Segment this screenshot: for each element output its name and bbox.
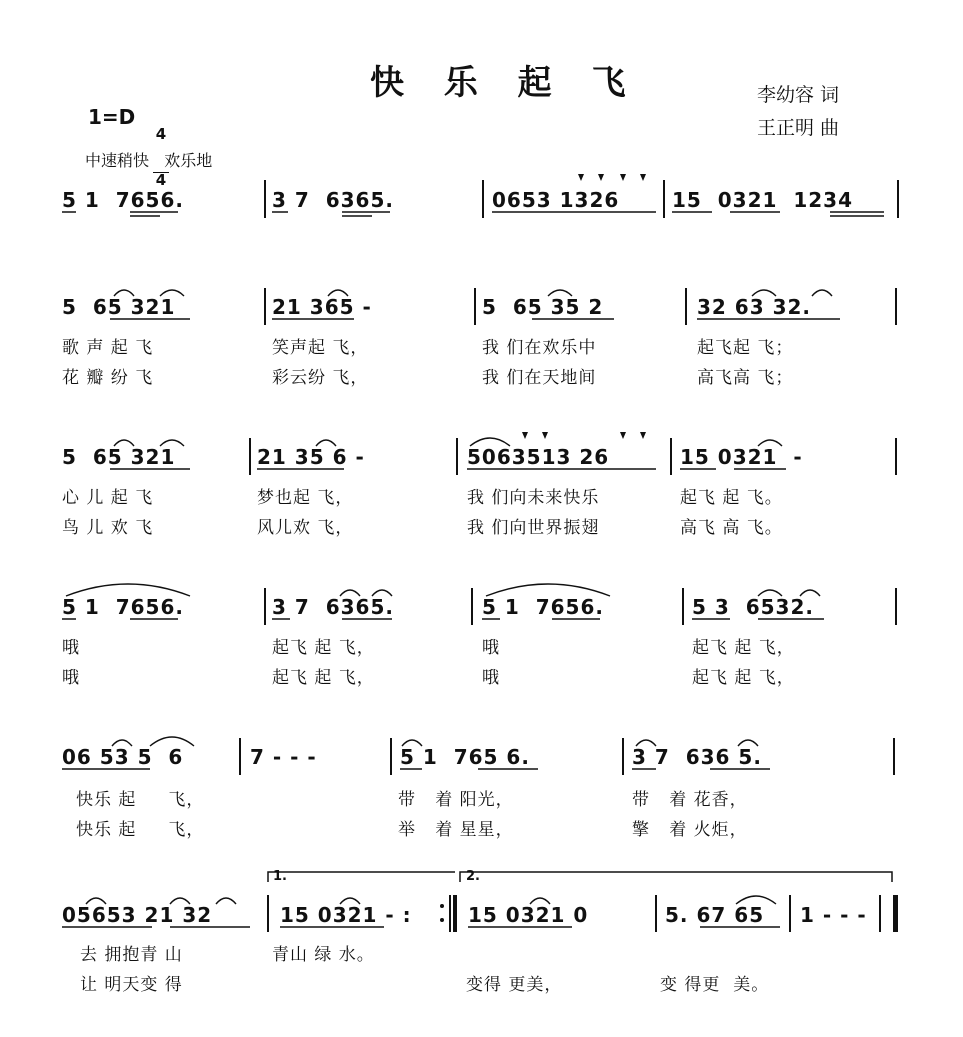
slur <box>340 590 360 596</box>
system-6-measure-1: 05653 21 32 <box>62 903 213 927</box>
system-6-measure-5: 1 - - - <box>800 903 867 927</box>
first-ending-label: 1. <box>273 869 287 884</box>
song-title: 快 乐 起 飞 <box>370 63 640 103</box>
slur <box>636 740 656 746</box>
system-5-measure-1: 06 53 5 6 <box>62 745 184 769</box>
system-5-lyric-1-b: 带 着 阳光， <box>398 790 514 810</box>
slur <box>470 438 510 446</box>
system-4-lyric-2-c: 哦 <box>482 668 500 688</box>
repeat-dot <box>440 904 444 908</box>
system-3-lyric-2-d: 高飞 高 飞。 <box>680 518 783 538</box>
system-2-lyric-1-b: 笑声起 飞， <box>272 338 369 358</box>
system-6-lyric-1-a: 去 拥抱青 山 <box>80 945 183 965</box>
system-3-lyric-1-c: 我 们向未来快乐 <box>467 488 600 508</box>
system-3-measure-2: 21 35 6 - <box>257 445 365 469</box>
system-3-lyric-2-c: 我 们向世界振翅 <box>467 518 600 538</box>
system-4-lyric-1-b: 起飞 起 飞， <box>272 638 375 658</box>
system-5-lyric-1-a: 快乐 起 飞， <box>76 790 205 810</box>
slur <box>752 290 776 296</box>
system-3-lyric-1-b: 梦也起 飞， <box>257 488 354 508</box>
system-6-measure-4: 5. 67 65 <box>665 903 765 927</box>
repeat-dot <box>440 918 444 922</box>
system-4-lyric-2-b: 起飞 起 飞， <box>272 668 375 688</box>
system-5-measure-4: 3 7 636 5. <box>632 745 762 769</box>
system-3-measure-1: 5 65 321 <box>62 445 176 469</box>
time-sig-denominator: 4 <box>153 172 169 188</box>
system-2-lyric-1-c: 我 们在欢乐中 <box>482 338 597 358</box>
system-3-lyric-2-b: 风儿欢 飞， <box>257 518 354 538</box>
system-4-measure-3: 5 1 7656. <box>482 595 604 619</box>
system-6-lyric-2-c: 变 得更 美。 <box>660 975 770 995</box>
slur <box>340 898 360 904</box>
slur <box>112 740 132 746</box>
slur <box>812 290 832 296</box>
tempo-marking: 中速稍快 欢乐地 <box>85 151 213 170</box>
slur <box>548 290 572 296</box>
key-signature: 1=D <box>88 105 136 129</box>
system-2-measure-2: 21 365 - <box>272 295 372 319</box>
first-ending-bracket <box>268 872 455 882</box>
system-2-lyric-2-d: 高飞高 飞； <box>697 368 794 388</box>
system-5-lyric-2-c: 擎 着 火炬， <box>632 820 748 840</box>
composer-credit: 王正明 曲 <box>757 117 840 139</box>
slur <box>738 740 758 746</box>
system-1-measure-4: 15 0321 1234 <box>672 188 854 212</box>
slur <box>160 290 184 296</box>
accent-mark <box>542 432 548 439</box>
system-2-lyric-2-c: 我 们在天地间 <box>482 368 597 388</box>
final-barline-thick <box>893 895 898 932</box>
system-1-measure-1: 5 1 7656. <box>62 188 184 212</box>
second-ending-bracket <box>460 872 892 882</box>
accent-mark <box>598 174 604 181</box>
system-3-lyric-1-d: 起飞 起 飞。 <box>680 488 783 508</box>
system-4-lyric-1-c: 哦 <box>482 638 500 658</box>
system-3-lyric-1-a: 心 儿 起 飞 <box>62 488 154 508</box>
slur <box>150 737 194 746</box>
system-5-lyric-2-b: 举 着 星星， <box>398 820 514 840</box>
system-2-lyric-2-a: 花 瓣 纷 飞 <box>62 368 154 388</box>
slur <box>114 440 134 446</box>
system-6-lyric-2-a: 让 明天变 得 <box>80 975 183 995</box>
slur <box>160 440 184 446</box>
accent-mark <box>620 432 626 439</box>
system-3-measure-4: 15 0321 - <box>680 445 803 469</box>
slur <box>66 584 190 596</box>
system-5-lyric-2-a: 快乐 起 飞， <box>76 820 205 840</box>
system-4-lyric-1-a: 哦 <box>62 638 80 658</box>
slur <box>486 584 610 596</box>
system-6-measure-2: 15 0321 - : <box>280 903 412 927</box>
system-4-measure-1: 5 1 7656. <box>62 595 184 619</box>
time-sig-numerator: 4 <box>155 125 167 143</box>
system-2-measure-1: 5 65 321 <box>62 295 176 319</box>
slur <box>114 290 134 296</box>
system-4-lyric-2-d: 起飞 起 飞， <box>692 668 795 688</box>
system-2-measure-3: 5 65 35 2 <box>482 295 604 319</box>
slur <box>216 898 236 904</box>
system-3-lyric-2-a: 鸟 儿 欢 飞 <box>62 518 154 538</box>
slur <box>758 440 782 446</box>
system-2-lyric-1-d: 起飞起 飞； <box>697 338 794 358</box>
slur <box>86 898 106 904</box>
system-2-lyric-1-a: 歌 声 起 飞 <box>62 338 154 358</box>
slur <box>800 590 820 596</box>
slur <box>736 896 776 904</box>
system-1-measure-2: 3 7 6365. <box>272 188 394 212</box>
slur <box>328 290 348 296</box>
system-6-lyric-2-b: 变得 更美， <box>466 975 563 995</box>
system-5-lyric-1-c: 带 着 花香， <box>632 790 748 810</box>
lyricist-credit: 李幼容 词 <box>757 84 840 106</box>
accent-mark <box>640 174 646 181</box>
system-5-measure-3: 5 1 765 6. <box>400 745 530 769</box>
system-4-measure-2: 3 7 6365. <box>272 595 394 619</box>
accent-mark <box>640 432 646 439</box>
system-4-lyric-2-a: 哦 <box>62 668 80 688</box>
accent-mark <box>522 432 528 439</box>
accent-mark <box>620 174 626 181</box>
system-1-measure-3: 0653 1326 <box>492 188 620 212</box>
slur <box>758 590 782 596</box>
repeat-barline-thick <box>453 895 457 932</box>
slur <box>316 440 336 446</box>
system-6-lyric-1-b: 青山 绿 水。 <box>272 945 375 965</box>
slur <box>170 898 190 904</box>
system-4-measure-4: 5 3 6532. <box>692 595 814 619</box>
accent-mark <box>578 174 584 181</box>
second-ending-label: 2. <box>466 869 480 884</box>
slur <box>402 740 422 746</box>
system-4-lyric-1-d: 起飞 起 飞， <box>692 638 795 658</box>
system-2-lyric-2-b: 彩云纷 飞， <box>272 368 369 388</box>
system-5-measure-2: 7 - - - <box>250 745 317 769</box>
slur <box>530 898 550 904</box>
system-6-measure-3: 15 0321 0 <box>468 903 589 927</box>
system-3-measure-3: 5063513 26 <box>467 445 610 469</box>
slur <box>372 590 392 596</box>
system-2-measure-4: 32 63 32. <box>697 295 812 319</box>
